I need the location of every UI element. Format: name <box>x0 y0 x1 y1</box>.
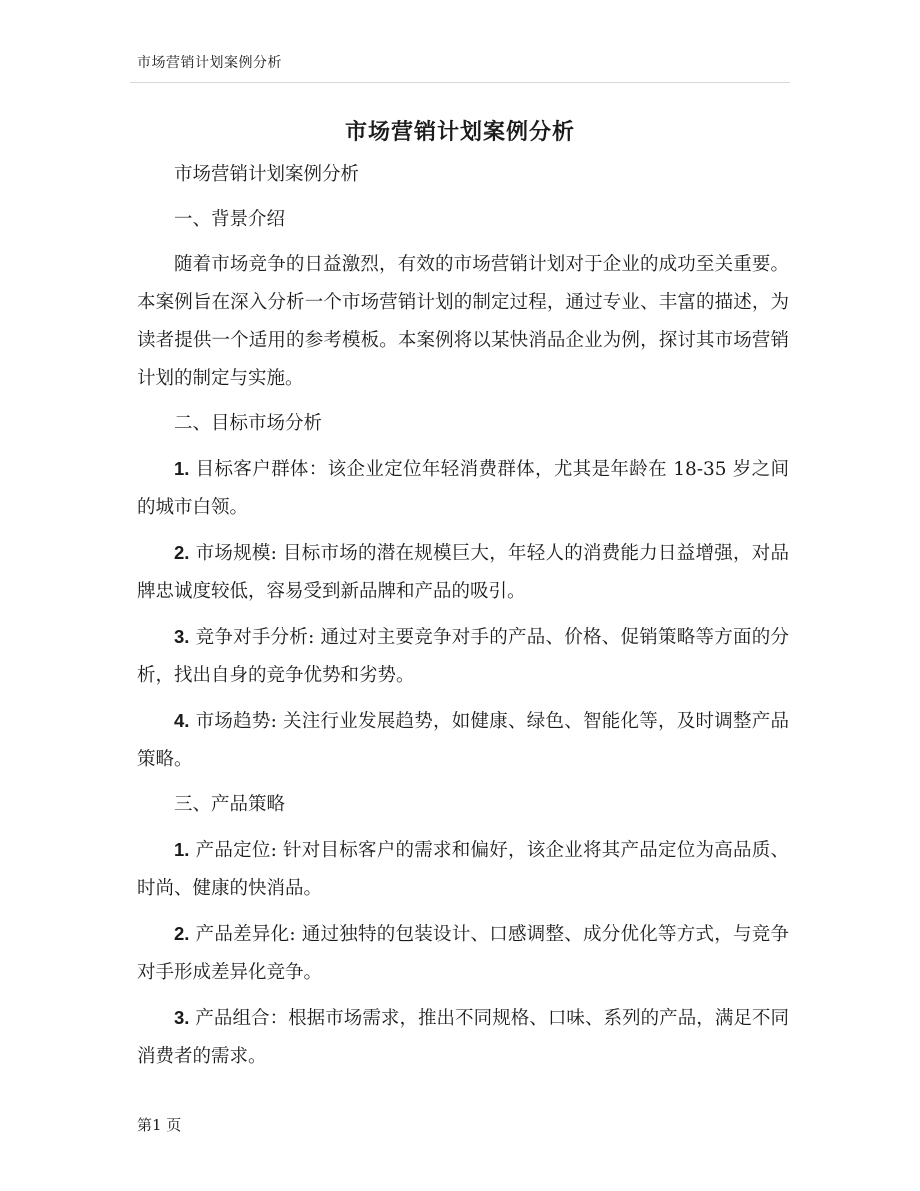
header-divider <box>130 82 790 83</box>
list-item: 2. 市场规模: 目标市场的潜在规模巨大，年轻人的消费能力日益增强，对品牌忠诚度较低，容易受到新品牌和产品的吸引。 <box>137 542 789 602</box>
section-heading-target-market: 二、目标市场分析 <box>174 413 323 434</box>
list-item: 1. 产品定位: 针对目标客户的需求和偏好，该企业将其产品定位为高品质、时尚、健康的快消品。 <box>137 839 789 899</box>
list-item: 3. 产品组合：根据市场需求，推出不同规格、口味、系列的产品，满足不同消费者的需求。 <box>137 1007 789 1067</box>
running-header: 市场营销计划案例分析 <box>137 55 282 71</box>
list-item: 4. 市场趋势: 关注行业发展趋势，如健康、绿色、智能化等，及时调整产品策略。 <box>137 710 789 770</box>
page-number: 第1 页 <box>137 1116 182 1134</box>
list-item: 1. 目标客户群体：该企业定位年轻消费群体，尤其是年龄在 18-35 岁之间的城市白领。 <box>137 458 789 518</box>
document-body <box>137 156 789 1083</box>
section-heading-product-strategy: 三、产品策略 <box>174 794 286 815</box>
list-item: 3. 竞争对手分析: 通过对主要竞争对手的产品、价格、促销策略等方面的分析，找出自身的竞争优势和劣势。 <box>137 626 789 686</box>
document-title: 市场营销计划案例分析 <box>344 119 575 145</box>
list-item: 2. 产品差异化: 通过独特的包装设计、口感调整、成分优化等方式，与竞争对手形成差异化竞争。 <box>137 923 789 983</box>
paragraph-background: 随着市场竞争的日益激烈，有效的市场营销计划对于企业的成功至关重要。本案例旨在深入分析一个市场营销计划的制定过程，通过专业、丰富的描述，为读者提供一个适用的参考模板。本案例将以某快消品企业为例，探讨其市场营销计划的制定与实施。 <box>137 254 789 389</box>
section-heading-background: 一、背景介绍 <box>174 209 286 230</box>
document-subtitle: 市场营销计划案例分析 <box>174 164 360 185</box>
